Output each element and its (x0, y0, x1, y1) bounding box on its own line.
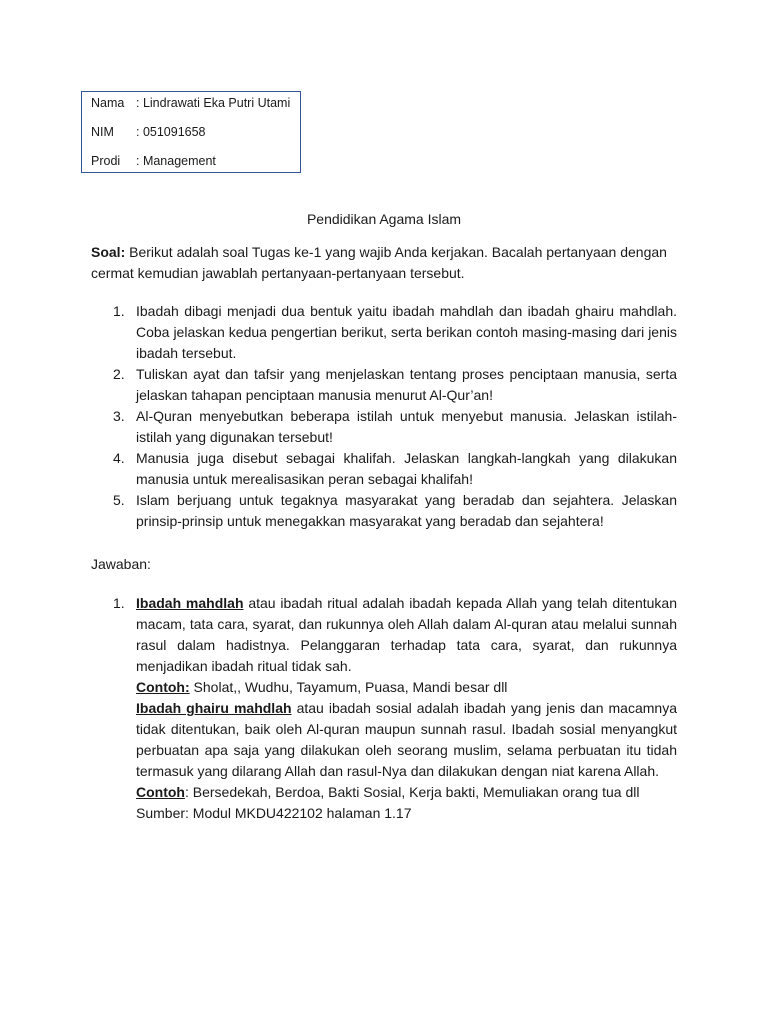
answer-list (91, 593, 677, 824)
question-number: 4. (113, 450, 125, 466)
identity-row-nama (91, 96, 300, 125)
ghairu-text: atau ibadah sosial adalah ibadah yang jenis dan macamnya tidak ditentukan, baik oleh Al-quran maupun sunnah rasul. Ibadah sosial menyangkut perbuatan apa saja yang dilakukan oleh seorang muslim, selama perbuatan itu tidah termasuk yang dilarang Allah dan rasul-Nya dan dilakukan dengan niat karena Allah. (136, 700, 677, 779)
contoh1-text: Sholat,, Wudhu, Tayamum, Puasa, Mandi besar dll (189, 679, 508, 695)
question-number: 1. (113, 303, 125, 319)
nim-value: : 051091658 (136, 125, 206, 139)
nama-label: Nama (91, 96, 125, 110)
question-text: Al-Quran menyebutkan beberapa istilah untuk menyebut manusia. Jelaskan istilah-istilah yang digunakan tersebut! (136, 408, 677, 445)
sumber-line: Sumber: Modul MKDU422102 halaman 1.17 (136, 805, 412, 821)
nim-label: NIM (91, 125, 114, 139)
soal-label: Soal: (91, 244, 126, 260)
mahdlah-text: atau ibadah ritual adalah ibadah kepada Allah yang telah ditentukan macam, tata cara, syarat, dan rukunnya oleh Allah dalam Al-quran atau melalui sunnah rasul dalam hadistnya. Pelanggaran terhadap tata cara, syarat, dan rukunnya menjadikan ibadah ritual tidak sah. (136, 595, 677, 674)
question-number: 2. (113, 366, 125, 382)
question-item (91, 364, 677, 406)
question-list (91, 301, 677, 532)
question-item (91, 406, 677, 448)
mahdlah-term: Ibadah mahdlah (136, 595, 244, 611)
answer-item (91, 593, 677, 824)
prodi-value: : Management (136, 154, 216, 168)
answer-number: 1. (113, 595, 125, 611)
jawaban-heading: Jawaban: (91, 556, 151, 572)
question-text: Islam berjuang untuk tegaknya masyarakat yang beradab dan sejahtera. Jelaskan prinsip-prinsip untuk menegakkan masyarakat yang beradab dan sejahtera! (136, 492, 677, 529)
question-item (91, 448, 677, 490)
question-number: 5. (113, 492, 125, 508)
contoh1-line (136, 677, 677, 698)
question-text: Ibadah dibagi menjadi dua bentuk yaitu ibadah mahdlah dan ibadah ghairu mahdlah. Coba jelaskan kedua pengertian berikut, serta berikan contoh masing-masing dari jenis ibadah tersebut. (136, 303, 677, 361)
contoh2-label: Contoh (136, 784, 185, 800)
ghairu-term: Ibadah ghairu mahdlah (136, 700, 292, 716)
soal-intro (91, 242, 681, 284)
question-number: 3. (113, 408, 125, 424)
nama-value: : Lindrawati Eka Putri Utami (136, 96, 291, 110)
contoh2-line (136, 782, 677, 803)
soal-text: Berikut adalah soal Tugas ke-1 yang wajib Anda kerjakan. Bacalah pertanyaan dengan cermat kemudian jawablah pertanyaan-pertanyaan tersebut. (91, 244, 667, 281)
prodi-label: Prodi (91, 154, 121, 168)
mahdlah-paragraph (136, 593, 677, 677)
identity-row-prodi (91, 154, 300, 183)
question-text: Tuliskan ayat dan tafsir yang menjelaskan tentang proses penciptaan manusia, serta jelaskan tahapan penciptaan manusia menurut Al-Qur’an! (136, 366, 677, 403)
identity-row-nim (91, 125, 300, 154)
answer-body (136, 593, 677, 824)
ghairu-paragraph (136, 698, 677, 782)
contoh1-label: Contoh: (136, 679, 190, 695)
document-title: Pendidikan Agama Islam (306, 211, 462, 227)
question-text: Manusia juga disebut sebagai khalifah. Jelaskan langkah-langkah yang dilakukan manusia untuk merealisasikan peran sebagai khalifah! (136, 450, 677, 487)
student-identity-box (81, 91, 301, 173)
contoh2-text: : Bersedekah, Berdoa, Bakti Sosial, Kerja bakti, Memuliakan orang tua dll (184, 784, 640, 800)
question-item (91, 490, 677, 532)
question-item (91, 301, 677, 364)
